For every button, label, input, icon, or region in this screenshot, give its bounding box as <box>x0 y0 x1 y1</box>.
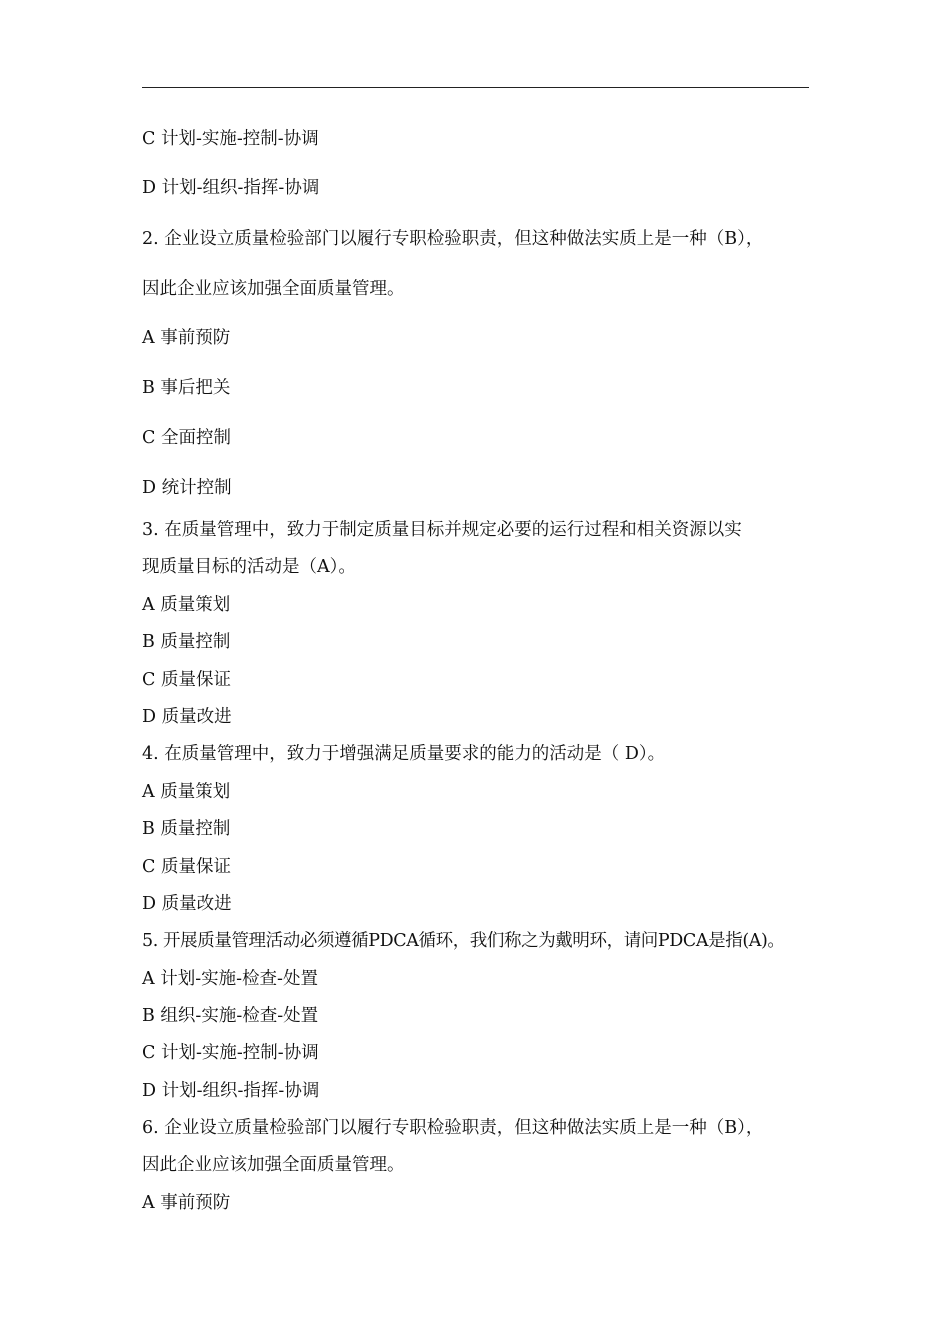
question-4-text: 4. 在质量管理中，致力于增强满足质量要求的能力的活动是（ D）。 <box>142 744 666 764</box>
question-2-text-cont: 因此企业应该加强全面质量管理。 <box>142 279 405 299</box>
question-3-text-cont: 现质量目标的活动是（A）。 <box>142 557 356 577</box>
option-b-q5: B 组织-实施-检查-处置 <box>142 1006 319 1026</box>
option-b-q4: B 质量控制 <box>142 819 231 839</box>
option-a-q3: A 质量策划 <box>142 595 231 615</box>
question-2-text: 2. 企业设立质量检验部门以履行专职检验职责，但这种做法实质上是一种（B）， <box>142 229 764 249</box>
header-rule <box>142 87 809 88</box>
option-c-q5: C 计划-实施-控制-协调 <box>142 1043 319 1063</box>
option-d-q1: D 计划-组织-指挥-协调 <box>142 178 320 198</box>
option-d-q3: D 质量改进 <box>142 707 232 727</box>
option-c-q3: C 质量保证 <box>142 670 231 690</box>
option-c-q2: C 全面控制 <box>142 428 231 448</box>
option-d-q4: D 质量改进 <box>142 894 232 914</box>
question-6-text-cont: 因此企业应该加强全面质量管理。 <box>142 1155 405 1175</box>
question-6-text: 6. 企业设立质量检验部门以履行专职检验职责，但这种做法实质上是一种（B）， <box>142 1118 764 1138</box>
option-a-q5: A 计划-实施-检查-处置 <box>142 969 318 989</box>
option-c-q4: C 质量保证 <box>142 857 231 877</box>
option-b-q3: B 质量控制 <box>142 632 231 652</box>
option-c-q1: C 计划-实施-控制-协调 <box>142 129 319 149</box>
option-a-q6: A 事前预防 <box>142 1193 231 1213</box>
question-3-text: 3. 在质量管理中，致力于制定质量目标并规定必要的运行过程和相关资源以实 <box>142 520 742 540</box>
option-a-q4: A 质量策划 <box>142 782 231 802</box>
option-d-q5: D 计划-组织-指挥-协调 <box>142 1081 320 1101</box>
option-d-q2: D 统计控制 <box>142 478 232 498</box>
option-a-q2: A 事前预防 <box>142 328 231 348</box>
question-5-text: 5. 开展质量管理活动必须遵循PDCA循环，我们称之为戴明环，请问PDCA是指(A)。 <box>142 931 785 951</box>
option-b-q2: B 事后把关 <box>142 378 231 398</box>
